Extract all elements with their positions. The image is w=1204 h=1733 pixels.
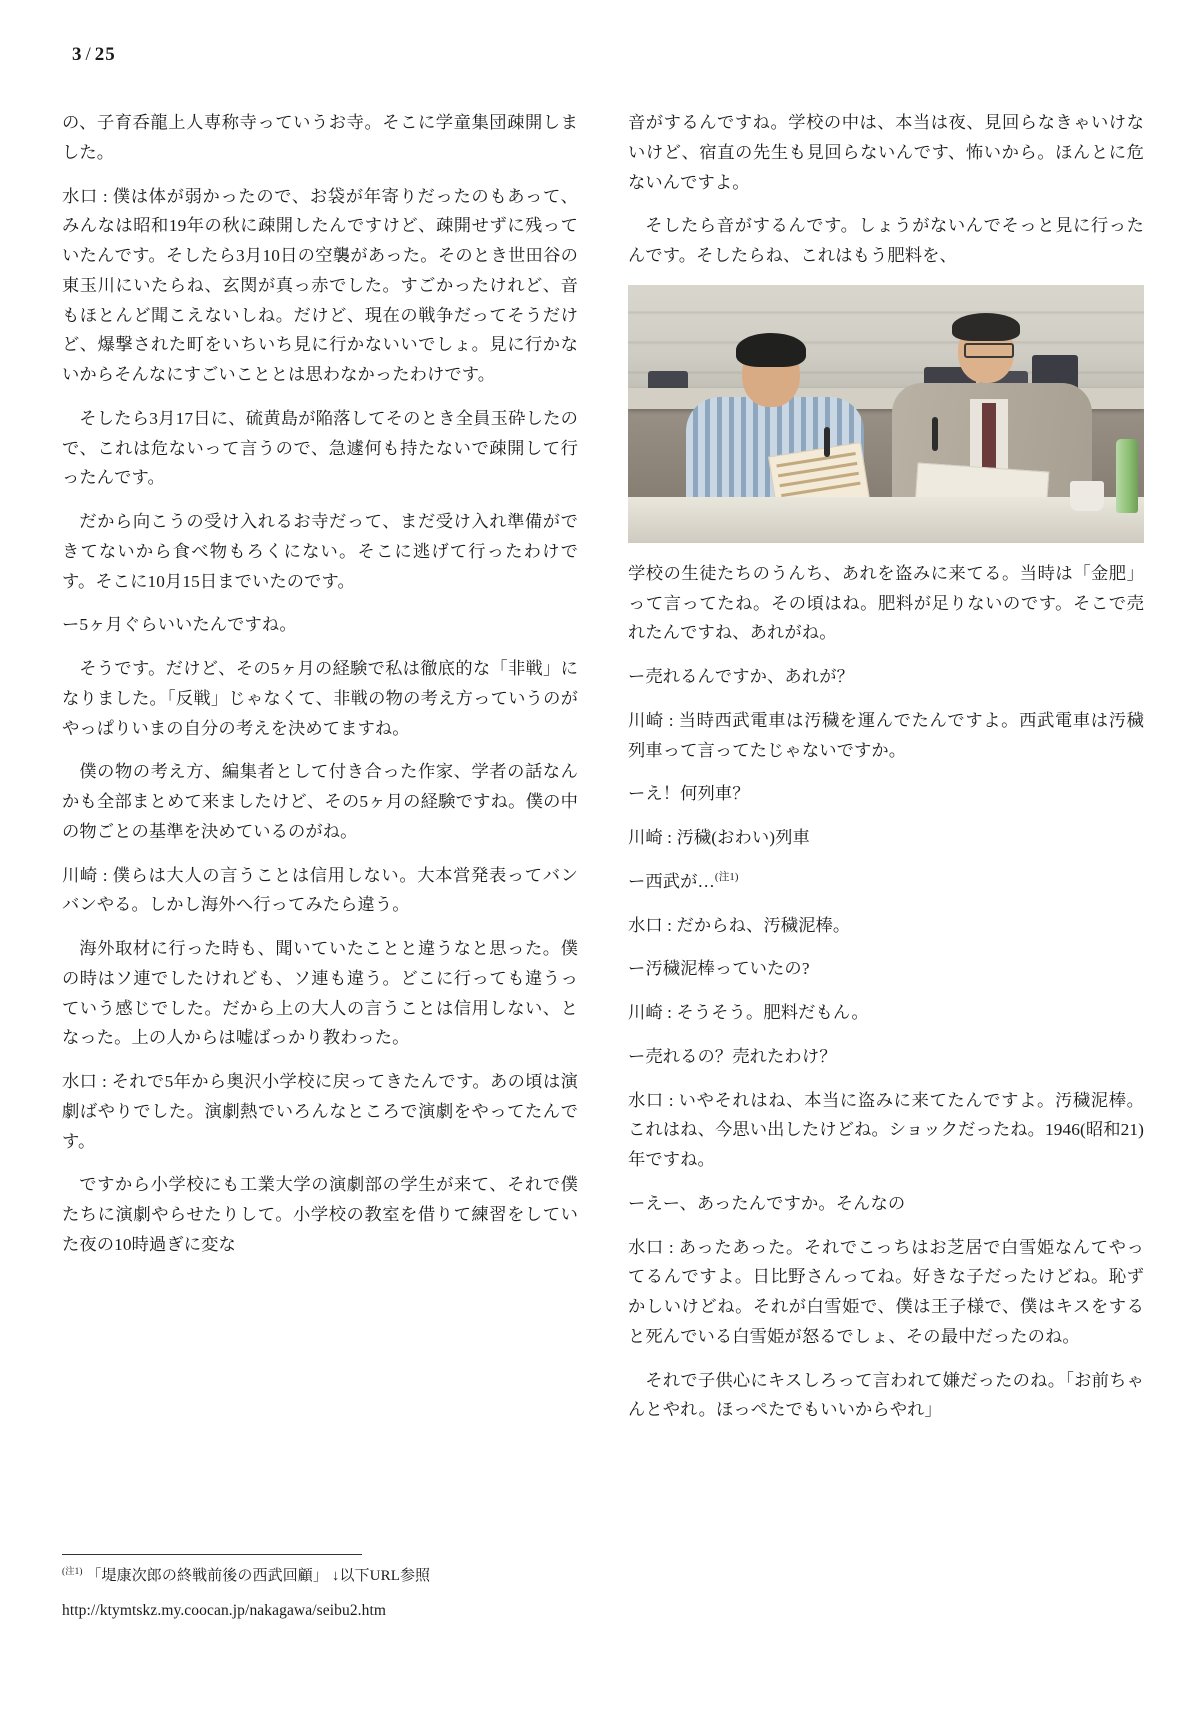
paragraph: それで子供心にキスしろって言われて嫌だったのね。「お前ちゃんとやれ。ほっぺたでもいいからやれ」 <box>628 1370 1144 1420</box>
paragraph: そうです。だけど、その5ヶ月の経験で私は徹底的な「非戦」になりました。「反戦」じゃなくて、非戦の物の考え方っていうのがやっぱりいまの自分の考えを決めてますね。 <box>62 659 578 738</box>
paragraph: そしたら3月17日に、硫黄島が陥落してそのとき全員玉砕したので、これは危ないって言うので、急遽何も持たないで疎開して行ったんです。 <box>62 408 578 488</box>
paragraph: ですから小学校にも工業大学の演劇部の学生が来て、それで僕たちに演劇やらせたりして。小学校の教室を借りて練習をしていた夜の10時過ぎに変な <box>62 1175 578 1254</box>
footnote-marker: (注1) <box>62 1567 83 1578</box>
paragraph: そしたら音がするんです。しょうがないんでそっと見に行ったんです。そしたらね、これはもう肥料を、 <box>628 216 1144 265</box>
photo-foreground-table <box>628 497 1144 543</box>
footnote-text <box>62 1564 578 1588</box>
photo-person-right <box>892 313 1102 509</box>
photo-cup <box>1070 481 1104 511</box>
paragraph: 川崎 : そうそう。肥料だもん。 <box>628 1003 869 1022</box>
paragraph: 海外取材に行った時も、聞いていたことと違うなと思った。僕の時はソ連でしたけれども、ソ連も違う。どこに行っても違うっていう感じでした。だから上の大人の言うことは信用しない、となった。上の人からは嘘ばっかり教わった。 <box>62 939 578 1048</box>
paragraph: 水口 : あったあった。それでこっちはお芝居で白雪姫なんてやってるんですよ。日比野さんってね。好きな子だったけどね。恥ずかしいけどね。それが白雪姫で、僕は王子様で、僕はキスをすると死んでいる白雪姫が怒るでしょ、その最中だったのね。 <box>628 1237 1144 1346</box>
page-separator: / <box>85 44 92 65</box>
paragraph: 水口 : 僕は体が弱かったので、お袋が年寄りだったのもあって、みんなは昭和19年の秋に疎開したんですけど、疎開せずに残っていたんです。そしたら3月10日の空襲があった。そのとき世田谷の東玉川にいたらね、玄関が真っ赤でした。すごかったけれど、音もほとんど聞こえないしね。だけど、現在の戦争だってそうだけど、爆撃された町をいちいち見に行かないいでしょ。見に行かないからそんなにすごいこととは思わなかったわけです。 <box>62 186 578 384</box>
paragraph: 水口 : それで5年から奥沢小学校に戻ってきたんです。あの頃は演劇ばやりでした。演劇熱でいろんなところで演劇をやってたんです。 <box>62 1072 578 1151</box>
paragraph-text: ー西武が… <box>628 871 715 891</box>
paragraph: ーえ！何列車？ <box>628 784 750 804</box>
paragraph: ー汚穢泥棒っていたの? <box>628 959 810 979</box>
photo-person-left <box>680 333 870 509</box>
footnote-divider <box>62 1554 362 1555</box>
microphone-icon <box>824 427 830 457</box>
paragraph: ー売れるんですか、あれが？ <box>628 667 854 686</box>
paragraph: の、子育呑龍上人専称寺っていうお寺。そこに学童集団疎開しました。 <box>62 113 578 162</box>
paragraph: だから向こうの受け入れるお寺だって、まだ受け入れ準備ができてないから食べ物もろくにない。そこに逃げて行ったわけです。そこに10月15日までいたのです。 <box>62 512 578 591</box>
page-total: 25 <box>94 44 116 65</box>
paragraph: 水口 : だからね、汚穢泥棒。 <box>628 915 851 935</box>
glasses-icon <box>964 343 1014 358</box>
paragraph: ーえー、あったんですか。そんなの <box>628 1193 906 1213</box>
paragraph: 川崎 : 僕らは大人の言うことは信用しない。大本営発表ってバンバンやる。しかし海外へ行ってみたら違う。 <box>62 865 578 915</box>
paragraph: ー売れるの？売れたわけ？ <box>628 1046 837 1066</box>
paragraph: ー5ヶ月ぐらいいたんですね。 <box>62 615 297 635</box>
footnote-url[interactable]: http://ktymtskz.my.coocan.jp/nakagawa/seibu2.htm <box>62 1602 387 1620</box>
photo-person-right-hair <box>952 313 1020 341</box>
microphone-icon <box>932 417 938 451</box>
footnote-body: 「堤康次郎の終戦前後の西武回顧」 ↓以下URL参照 <box>86 1568 431 1585</box>
two-column-body <box>62 108 1144 1439</box>
paragraph: 川崎 : 汚穢(おわい)列車 <box>628 828 810 847</box>
paragraph: 川崎 : 当時西武電車は汚穢を運んでたんですよ。西武電車は汚穢列車って言ってたじゃないですか。 <box>628 710 1144 760</box>
right-column <box>628 108 1144 1439</box>
footnote-reference-marker[interactable]: (注1) <box>714 870 739 883</box>
interview-photo <box>628 285 1144 543</box>
paragraph: 学校の生徒たちのうんち、あれを盗みに来てる。当時は「金肥」って言ってたね。その頃はね。肥料が足りないのです。そこで売れたんですね、あれがね。 <box>628 563 1144 643</box>
paragraph: 水口 : いやそれはね、本当に盗みに来てたんですよ。汚穢泥棒。これはね、今思い出したけどね。ショックだったね。1946(昭和21)年ですね。 <box>628 1090 1144 1169</box>
paragraph: 僕の物の考え方、編集者として付き合った作家、学者の話なんかも全部まとめて来ましたけど、その5ヶ月の経験ですね。僕の中の物ごとの基準を決めているのがね。 <box>62 762 578 841</box>
paragraph-with-footnote-ref <box>628 867 1144 897</box>
photo-bottle <box>1116 439 1138 513</box>
page-current: 3 <box>72 44 83 65</box>
left-column <box>62 108 578 1439</box>
photo-person-left-hair <box>736 333 806 367</box>
page-number <box>72 44 116 66</box>
footnote-block <box>62 1554 578 1625</box>
paragraph: 音がするんですね。学校の中は、本当は夜、見回らなきゃいけないけど、宿直の先生も見回らないんです、怖いから。ほんとに危ないんですよ。 <box>628 113 1144 192</box>
